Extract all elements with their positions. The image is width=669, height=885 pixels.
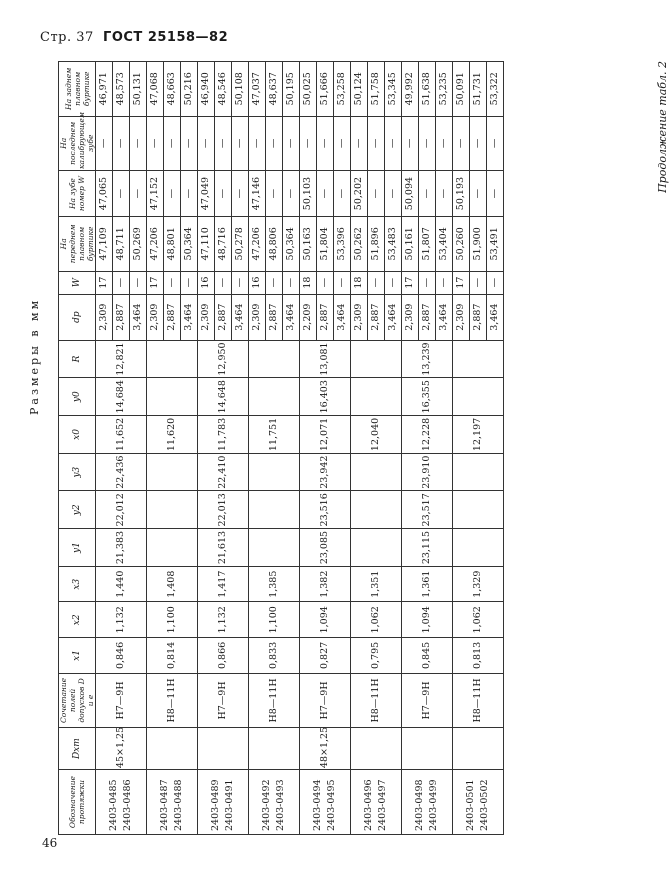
r-cell: 12,950 xyxy=(198,340,249,378)
m-tooth-cell: 50,193 xyxy=(453,171,470,217)
x3-cell: 1,382 xyxy=(300,566,351,602)
m-tooth-cell: 50,202 xyxy=(351,171,368,217)
m-back-cell: 48,663 xyxy=(164,62,181,117)
y1-cell xyxy=(351,529,402,567)
dp-cell: 3,464 xyxy=(283,294,300,340)
m-front-cell: 47,110 xyxy=(198,217,215,271)
m-tooth-cell: — xyxy=(164,171,181,217)
dp-cell: 2,887 xyxy=(215,294,232,340)
w-cell: — xyxy=(215,271,232,294)
m-tooth-cell: — xyxy=(113,171,130,217)
w-cell: — xyxy=(470,271,487,294)
y0-cell xyxy=(147,378,198,416)
m-front-cell: 48,711 xyxy=(113,217,130,271)
continuation-label: Продолжение табл. 2 xyxy=(656,61,669,193)
m-front-cell: 48,806 xyxy=(266,217,283,271)
m-tooth-cell: — xyxy=(470,171,487,217)
tolerance-cell: H8—11H xyxy=(351,673,402,727)
col-dxm: Dxm xyxy=(59,728,96,770)
m-back-cell: 46,971 xyxy=(96,62,113,117)
m-last-cell: — xyxy=(130,116,147,170)
w-cell: — xyxy=(130,271,147,294)
x3-cell: 1,408 xyxy=(147,566,198,602)
m-last-cell: — xyxy=(283,116,300,170)
dp-cell: 3,464 xyxy=(130,294,147,340)
x1-cell: 0,846 xyxy=(96,638,147,674)
m-tooth-cell: — xyxy=(436,171,453,217)
m-front-cell: 50,260 xyxy=(453,217,470,271)
y2-cell xyxy=(249,491,300,529)
m-tooth-cell: 47,049 xyxy=(198,171,215,217)
m-tooth-cell: — xyxy=(215,171,232,217)
m-tooth-cell: — xyxy=(232,171,249,217)
x0-cell: 11,751 xyxy=(249,416,300,454)
w-cell: 16 xyxy=(249,271,266,294)
dp-cell: 2,887 xyxy=(419,294,436,340)
m-back-cell: 50,108 xyxy=(232,62,249,117)
m-front-cell: 48,801 xyxy=(164,217,181,271)
y1-cell: 23,085 xyxy=(300,529,351,567)
m-front-cell: 50,161 xyxy=(402,217,419,271)
w-cell: — xyxy=(266,271,283,294)
m-front-cell: 50,269 xyxy=(130,217,147,271)
w-cell: — xyxy=(232,271,249,294)
m-last-cell: — xyxy=(147,116,164,170)
m-back-cell: 51,666 xyxy=(317,62,334,117)
m-front-cell: 50,262 xyxy=(351,217,368,271)
tolerance-cell: H7—9H xyxy=(198,673,249,727)
m-last-cell: — xyxy=(181,116,198,170)
units-caption: Размеры в мм xyxy=(28,297,41,415)
dp-cell: 3,464 xyxy=(334,294,351,340)
r-cell: 13,239 xyxy=(402,340,453,378)
designation-cell: 2403-0498 2403-0499 xyxy=(402,770,453,835)
x0-cell: 12,040 xyxy=(351,416,402,454)
m-front-cell: 53,491 xyxy=(487,217,504,271)
col-y0: y0 xyxy=(59,378,96,416)
m-last-cell: — xyxy=(419,116,436,170)
dp-cell: 2,309 xyxy=(147,294,164,340)
w-cell: — xyxy=(436,271,453,294)
m-tooth-cell: 47,065 xyxy=(96,171,113,217)
dp-cell: 2,887 xyxy=(317,294,334,340)
y2-cell: 23,517 xyxy=(402,491,453,529)
x2-cell: 1,100 xyxy=(249,602,300,638)
y0-cell: 14,684 xyxy=(96,378,147,416)
m-front-cell: 53,483 xyxy=(385,217,402,271)
x3-cell: 1,329 xyxy=(453,566,504,602)
m-last-cell: — xyxy=(249,116,266,170)
x3-cell: 1,440 xyxy=(96,566,147,602)
dp-cell: 2,309 xyxy=(198,294,215,340)
m-back-cell: 53,258 xyxy=(334,62,351,117)
w-cell: 17 xyxy=(96,271,113,294)
m-tooth-cell: — xyxy=(317,171,334,217)
dp-cell: 2,309 xyxy=(249,294,266,340)
dp-cell: 3,464 xyxy=(385,294,402,340)
m-tooth-cell: 47,146 xyxy=(249,171,266,217)
x2-cell: 1,062 xyxy=(351,602,402,638)
x0-cell: 12,071 xyxy=(300,416,351,454)
m-back-cell: 53,345 xyxy=(385,62,402,117)
r-cell xyxy=(351,340,402,378)
dp-cell: 2,887 xyxy=(164,294,181,340)
designation-cell: 2403-0492 2403-0493 xyxy=(249,770,300,835)
m-front-cell: 51,807 xyxy=(419,217,436,271)
m-front-cell: 51,900 xyxy=(470,217,487,271)
w-cell: — xyxy=(164,271,181,294)
w-cell: — xyxy=(113,271,130,294)
x2-cell: 1,132 xyxy=(96,602,147,638)
x1-cell: 0,827 xyxy=(300,638,351,674)
dp-cell: 2,887 xyxy=(368,294,385,340)
col-m-back: На заднем плавном буртике xyxy=(59,62,96,117)
m-back-cell: 50,216 xyxy=(181,62,198,117)
m-last-cell: — xyxy=(334,116,351,170)
col-dp: dp xyxy=(59,294,96,340)
m-front-cell: 51,896 xyxy=(368,217,385,271)
y3-cell xyxy=(453,453,504,491)
m-tooth-cell: — xyxy=(385,171,402,217)
y3-cell xyxy=(147,453,198,491)
dp-cell: 2,309 xyxy=(96,294,113,340)
col-m-front: На переднем плавном буртике xyxy=(59,217,96,271)
w-cell: — xyxy=(368,271,385,294)
m-back-cell: 53,235 xyxy=(436,62,453,117)
dp-cell: 2,887 xyxy=(266,294,283,340)
x1-cell: 0,866 xyxy=(198,638,249,674)
x2-cell: 1,094 xyxy=(402,602,453,638)
m-last-cell: — xyxy=(215,116,232,170)
m-last-cell: — xyxy=(470,116,487,170)
rotated-table-area xyxy=(28,61,669,835)
m-last-cell: — xyxy=(402,116,419,170)
m-tooth-cell: — xyxy=(487,171,504,217)
m-tooth-cell: — xyxy=(266,171,283,217)
x0-cell: 12,228 xyxy=(402,416,453,454)
w-cell: — xyxy=(419,271,436,294)
x1-cell: 0,814 xyxy=(147,638,198,674)
m-front-cell: 47,109 xyxy=(96,217,113,271)
m-back-cell: 51,758 xyxy=(368,62,385,117)
page-number: 46 xyxy=(42,836,58,850)
m-front-cell: 53,396 xyxy=(334,217,351,271)
col-r: R xyxy=(59,340,96,378)
y2-cell xyxy=(453,491,504,529)
m-last-cell: — xyxy=(436,116,453,170)
y3-cell: 22,410 xyxy=(198,453,249,491)
tolerance-cell: H7—9H xyxy=(96,673,147,727)
m-back-cell: 48,546 xyxy=(215,62,232,117)
x3-cell: 1,385 xyxy=(249,566,300,602)
tolerance-cell: H7—9H xyxy=(402,673,453,727)
table-row xyxy=(402,62,419,835)
dp-cell: 3,464 xyxy=(436,294,453,340)
designation-cell: 2403-0501 2403-0502 xyxy=(453,770,504,835)
w-cell: — xyxy=(334,271,351,294)
table-row xyxy=(198,62,215,835)
w-cell: 18 xyxy=(300,271,317,294)
table-row xyxy=(147,62,164,835)
col-y1: y1 xyxy=(59,529,96,567)
y1-cell: 21,383 xyxy=(96,529,147,567)
w-cell: — xyxy=(317,271,334,294)
dxm-cell xyxy=(147,728,198,770)
m-front-cell: 50,364 xyxy=(181,217,198,271)
m-back-cell: 50,025 xyxy=(300,62,317,117)
m-back-cell: 51,731 xyxy=(470,62,487,117)
x1-cell: 0,845 xyxy=(402,638,453,674)
designation-cell: 2403-0494 2403-0495 xyxy=(300,770,351,835)
m-tooth-cell: — xyxy=(368,171,385,217)
y2-cell xyxy=(351,491,402,529)
dp-cell: 3,464 xyxy=(232,294,249,340)
w-cell: — xyxy=(385,271,402,294)
m-last-cell: — xyxy=(232,116,249,170)
w-cell: 16 xyxy=(198,271,215,294)
r-cell: 12,821 xyxy=(96,340,147,378)
m-tooth-cell: 50,103 xyxy=(300,171,317,217)
dp-cell: 2,887 xyxy=(113,294,130,340)
tolerance-cell: H8—11H xyxy=(453,673,504,727)
m-back-cell: 50,124 xyxy=(351,62,368,117)
x3-cell: 1,351 xyxy=(351,566,402,602)
y0-cell: 16,355 xyxy=(402,378,453,416)
col-m-tooth: На зубе номер W xyxy=(59,171,96,217)
m-front-cell: 50,163 xyxy=(300,217,317,271)
m-last-cell: — xyxy=(351,116,368,170)
table-row xyxy=(453,62,470,835)
m-back-cell: 50,091 xyxy=(453,62,470,117)
r-cell: 13,081 xyxy=(300,340,351,378)
y0-cell xyxy=(351,378,402,416)
m-last-cell: — xyxy=(300,116,317,170)
m-back-cell: 47,037 xyxy=(249,62,266,117)
m-back-cell: 50,195 xyxy=(283,62,300,117)
x1-cell: 0,833 xyxy=(249,638,300,674)
m-front-cell: 47,206 xyxy=(147,217,164,271)
dxm-cell: 45×1,25 xyxy=(96,728,147,770)
table-row xyxy=(96,62,113,835)
gost-number: ГОСТ 25158—82 xyxy=(103,30,229,45)
x0-cell: 11,620 xyxy=(147,416,198,454)
m-tooth-cell: 47,152 xyxy=(147,171,164,217)
y1-cell xyxy=(453,529,504,567)
m-last-cell: — xyxy=(198,116,215,170)
dxm-cell: 48×1,25 xyxy=(300,728,351,770)
m-back-cell: 50,131 xyxy=(130,62,147,117)
col-x2: x2 xyxy=(59,602,96,638)
m-last-cell: — xyxy=(453,116,470,170)
page-header xyxy=(40,30,228,45)
w-cell: — xyxy=(283,271,300,294)
col-y2: y2 xyxy=(59,491,96,529)
dp-cell: 3,464 xyxy=(487,294,504,340)
y2-cell: 22,012 xyxy=(96,491,147,529)
dp-cell: 2,209 xyxy=(300,294,317,340)
y2-cell: 23,516 xyxy=(300,491,351,529)
m-back-cell: 49,992 xyxy=(402,62,419,117)
y3-cell: 22,436 xyxy=(96,453,147,491)
m-back-cell: 48,573 xyxy=(113,62,130,117)
x3-cell: 1,361 xyxy=(402,566,453,602)
tolerance-cell: H8—11H xyxy=(249,673,300,727)
m-front-cell: 50,278 xyxy=(232,217,249,271)
dp-cell: 2,309 xyxy=(453,294,470,340)
y3-cell xyxy=(249,453,300,491)
y1-cell: 23,115 xyxy=(402,529,453,567)
m-last-cell: — xyxy=(96,116,113,170)
m-front-cell: 48,716 xyxy=(215,217,232,271)
x2-cell: 1,132 xyxy=(198,602,249,638)
y1-cell xyxy=(249,529,300,567)
w-cell: 17 xyxy=(402,271,419,294)
w-cell: 17 xyxy=(147,271,164,294)
m-front-cell: 50,364 xyxy=(283,217,300,271)
y0-cell xyxy=(453,378,504,416)
m-last-cell: — xyxy=(368,116,385,170)
m-back-cell: 46,940 xyxy=(198,62,215,117)
dxm-cell xyxy=(453,728,504,770)
dxm-cell xyxy=(351,728,402,770)
dp-cell: 2,309 xyxy=(351,294,368,340)
w-cell: — xyxy=(181,271,198,294)
page-ref: Стр. 37 xyxy=(40,30,94,45)
x2-cell: 1,100 xyxy=(147,602,198,638)
m-tooth-cell: — xyxy=(130,171,147,217)
dp-cell: 2,309 xyxy=(402,294,419,340)
m-front-cell: 47,206 xyxy=(249,217,266,271)
m-back-cell: 47,068 xyxy=(147,62,164,117)
m-tooth-cell: — xyxy=(283,171,300,217)
y0-cell: 16,403 xyxy=(300,378,351,416)
tolerance-cell: H8—11H xyxy=(147,673,198,727)
col-y3: y3 xyxy=(59,453,96,491)
y3-cell: 23,942 xyxy=(300,453,351,491)
y1-cell: 21,613 xyxy=(198,529,249,567)
x2-cell: 1,094 xyxy=(300,602,351,638)
y1-cell xyxy=(147,529,198,567)
col-m-last: На последнем калибрующем зубе xyxy=(59,111,95,170)
table-row xyxy=(351,62,368,835)
y3-cell xyxy=(351,453,402,491)
designation-cell: 2403-0489 2403-0491 xyxy=(198,770,249,835)
table-row xyxy=(249,62,266,835)
w-cell: 17 xyxy=(453,271,470,294)
y2-cell: 22,013 xyxy=(198,491,249,529)
table-header-row xyxy=(59,62,96,835)
dxm-cell xyxy=(402,728,453,770)
dxm-cell xyxy=(198,728,249,770)
x0-cell: 11,652 xyxy=(96,416,147,454)
m-back-cell: 53,322 xyxy=(487,62,504,117)
m-back-cell: 48,637 xyxy=(266,62,283,117)
m-tooth-cell: — xyxy=(334,171,351,217)
col-w: W xyxy=(59,271,96,294)
designation-cell: 2403-0487 2403-0488 xyxy=(147,770,198,835)
designation-cell: 2403-0496 2403-0497 xyxy=(351,770,402,835)
col-x1: x1 xyxy=(59,638,96,674)
dp-cell: 2,887 xyxy=(470,294,487,340)
x3-cell: 1,417 xyxy=(198,566,249,602)
col-tolerance: Сочетание полей допусков D и е xyxy=(59,673,96,727)
m-tooth-cell: — xyxy=(419,171,436,217)
y2-cell xyxy=(147,491,198,529)
m-last-cell: — xyxy=(385,116,402,170)
col-designation: Обозначение протяжки xyxy=(59,770,96,835)
x1-cell: 0,795 xyxy=(351,638,402,674)
m-back-cell: 51,638 xyxy=(419,62,436,117)
m-last-cell: — xyxy=(113,116,130,170)
x1-cell: 0,813 xyxy=(453,638,504,674)
x0-cell: 11,783 xyxy=(198,416,249,454)
x0-cell: 12,197 xyxy=(453,416,504,454)
y0-cell xyxy=(249,378,300,416)
m-last-cell: — xyxy=(266,116,283,170)
dp-cell: 3,464 xyxy=(181,294,198,340)
m-last-cell: — xyxy=(487,116,504,170)
designation-cell: 2403-0485 2403-0486 xyxy=(96,770,147,835)
x2-cell: 1,062 xyxy=(453,602,504,638)
y0-cell: 14,648 xyxy=(198,378,249,416)
r-cell xyxy=(147,340,198,378)
col-x3: x3 xyxy=(59,566,96,602)
m-last-cell: — xyxy=(164,116,181,170)
y3-cell: 23,910 xyxy=(402,453,453,491)
m-tooth-cell: — xyxy=(181,171,198,217)
m-front-cell: 51,804 xyxy=(317,217,334,271)
table-row xyxy=(300,62,317,835)
dxm-cell xyxy=(249,728,300,770)
m-last-cell: — xyxy=(317,116,334,170)
tolerance-cell: H7—9H xyxy=(300,673,351,727)
r-cell xyxy=(453,340,504,378)
m-tooth-cell: 50,094 xyxy=(402,171,419,217)
m-front-cell: 53,404 xyxy=(436,217,453,271)
dimensions-table xyxy=(58,61,504,835)
w-cell: 18 xyxy=(351,271,368,294)
col-x0: x0 xyxy=(59,416,96,454)
w-cell: — xyxy=(487,271,504,294)
r-cell xyxy=(249,340,300,378)
